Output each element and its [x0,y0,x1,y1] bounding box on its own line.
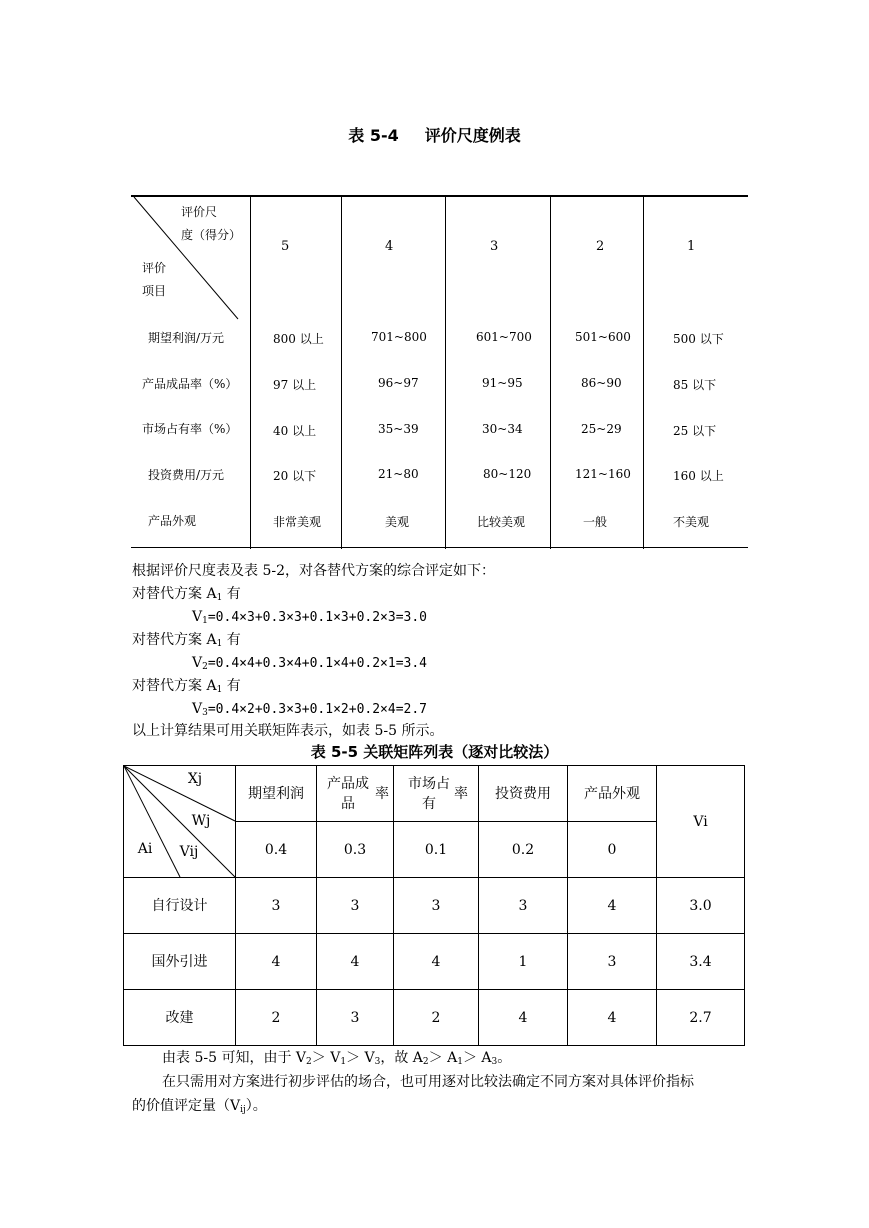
v-subscript: 3 [202,708,208,718]
alternative-a1-line [132,584,241,604]
table-cell: 3 [271,897,281,914]
subscript: 2 [306,1057,312,1067]
header-cell [404,766,468,821]
corner-scale-label [181,201,241,247]
formula-v3 [192,699,427,720]
table-cell: 800 以上 [273,332,324,346]
conclusion-text: ＞ A [428,1050,458,1066]
v-label: V [192,701,203,717]
table-cell: 25~29 [581,422,622,436]
table-cell: 1 [518,953,528,970]
row-item-label: 产品成品率（%） [142,377,238,391]
conclusion-text: ，故 A [380,1050,423,1066]
corner-vij: Vij [179,844,199,860]
table-5-4-number: 表 5-4 [348,126,399,145]
row-item-label: 期望利润/万元 [148,331,225,345]
corner-wj: Wj [191,813,211,829]
subscript: 3 [374,1057,381,1067]
vi-cell: 3.0 [689,897,712,914]
table-cell: 601~700 [476,330,532,344]
header-line: 率 [375,785,389,802]
table-cell: 121~160 [575,467,631,481]
alt-subscript: 1 [216,639,223,649]
table-cell: 85 以下 [673,378,717,392]
table-cell: 比较美观 [477,515,526,529]
column-divider [643,195,644,549]
row-name: 改建 [165,1009,194,1026]
table-cell: 4 [607,897,617,914]
table-cell: 20 以下 [273,469,317,483]
table-cell: 501~600 [575,330,631,344]
header-cell: 产品外观 [584,785,640,802]
score-header: 4 [385,239,394,254]
weight-cell: 0.4 [264,841,288,858]
table-5-4 [131,195,748,549]
table-cell: 4 [271,953,281,970]
corner-ai: Ai [137,841,153,857]
subscript: 1 [340,1057,347,1067]
corner-scale-line1: 评价尺 [181,205,218,219]
table-cell: 21~80 [378,467,419,481]
table-cell: 500 以下 [673,332,724,346]
formula-v2 [192,653,427,674]
conclusion-text: ＞ V [346,1050,375,1066]
table-cell: 非常美观 [273,515,322,529]
weight-cell: 0.1 [424,841,448,858]
score-header: 2 [596,239,605,254]
row-item-label: 市场占有率（%） [142,422,238,436]
table-cell: 40 以上 [273,424,317,438]
conclusion-text: 。 [497,1050,512,1066]
row-item-label: 投资费用/万元 [148,468,225,482]
grid-line [123,1045,745,1046]
alt-suffix: 有 [222,678,241,694]
header-line: 产品成品 [327,775,369,812]
score-header: 3 [490,239,499,254]
subscript: ij [240,1105,246,1115]
score-header: 5 [281,239,290,254]
alt-suffix: 有 [222,632,241,648]
header-line: 市场占有 [408,775,450,812]
table-bottom-rule [131,547,748,548]
column-divider [445,195,446,549]
table-cell: 一般 [583,515,608,529]
vi-cell: 2.7 [689,1009,712,1026]
table-cell: 4 [350,953,360,970]
v-label: V [192,609,203,625]
alt-suffix: 有 [222,586,241,602]
paragraph-intro: 根据评价尺度表及表 5-2，对各替代方案的综合评定如下： [132,563,495,579]
subscript: 1 [457,1057,463,1067]
conclusion-line-1 [162,1048,511,1068]
v2-equation: =0.4×4+0.3×4+0.1×4+0.2×1=3.4 [207,656,428,671]
table-cell: 97 以上 [273,378,317,392]
header-line: 率 [454,785,468,802]
table-5-4-title [0,123,869,146]
row-name: 国外引进 [151,953,208,970]
table-cell: 4 [431,953,441,970]
conclusion-text: ）。 [245,1098,267,1114]
table-cell: 80~120 [483,467,532,481]
paragraph-summary: 以上计算结果可用关联矩阵表示，如表 5-5 所示。 [132,723,444,739]
vi-header: Vi [693,813,708,830]
alt-label: 对替代方案 A [132,586,217,602]
table-cell: 4 [607,1009,617,1026]
table-cell: 3 [350,897,360,914]
table-cell: 2 [431,1009,441,1026]
alternative-a3-line [132,676,241,696]
corner-item-label [142,257,166,303]
alt-label: 对替代方案 A [132,632,217,648]
table-cell: 35~39 [378,422,419,436]
table-cell: 160 以上 [673,469,724,483]
v-subscript: 2 [202,662,208,672]
table-5-4-caption: 评价尺度例表 [424,126,521,145]
header-cell: 期望利润 [248,785,304,802]
alt-subscript: 1 [216,593,223,603]
header-cell: 投资费用 [495,785,551,802]
table-cell: 25 以下 [673,424,717,438]
conclusion-text: 由表 5-5 可知，由于 V [162,1050,307,1066]
table-cell: 4 [518,1009,528,1026]
table-cell: 91~95 [482,376,523,390]
table-cell: 3 [431,897,441,914]
row-item-label: 产品外观 [148,514,197,528]
alt-label: 对替代方案 A [132,678,217,694]
weight-cell: 0.3 [343,841,367,858]
conclusion-text: ＞ V [311,1050,341,1066]
table-cell: 96~97 [378,376,419,390]
corner-scale-line2: 度（得分） [181,228,242,242]
score-header: 1 [687,239,696,254]
table-cell: 3 [607,953,617,970]
column-divider [550,195,551,549]
conclusion-line-2: 在只需用对方案进行初步评估的场合，也可用逐对比较法确定不同方案对具体评价指标 [162,1074,694,1090]
conclusion-text: 的价值评定量（V [132,1098,241,1114]
table-cell: 2 [271,1009,281,1026]
subscript: 2 [422,1057,429,1067]
subscript: 3 [491,1057,498,1067]
table-cell: 3 [518,897,528,914]
table-cell: 701~800 [371,330,427,344]
v-label: V [192,655,203,671]
formula-v1 [192,607,427,628]
table-5-5-title: 表 5-5 关联矩阵列表（逐对比较法） [310,743,559,761]
vi-cell: 3.4 [689,953,712,970]
conclusion-line-3 [132,1096,267,1116]
table-cell: 3 [350,1009,360,1026]
header-cell [321,766,389,821]
table-cell: 30~34 [482,422,523,436]
weight-cell: 0.2 [511,841,535,858]
corner-xj: Xj [187,771,203,787]
v1-equation: =0.4×3+0.3×3+0.1×3+0.2×3=3.0 [207,610,428,625]
v3-equation: =0.4×2+0.3×3+0.1×2+0.2×4=2.7 [207,702,428,717]
weight-cell: 0 [607,841,617,858]
table-cell: 美观 [385,515,410,529]
alternative-a2-line [132,630,241,650]
table-cell: 86~90 [581,376,622,390]
alt-subscript: 1 [216,685,223,695]
row-name: 自行设计 [151,897,208,914]
grid-line [744,765,745,1046]
table-cell: 不美观 [673,515,710,529]
corner-item-line2: 项目 [142,284,167,298]
v-subscript: 1 [202,616,208,626]
table-5-5 [123,765,745,1046]
column-divider [341,195,342,549]
corner-item-line1: 评价 [142,261,167,275]
conclusion-text: ＞ A [462,1050,492,1066]
